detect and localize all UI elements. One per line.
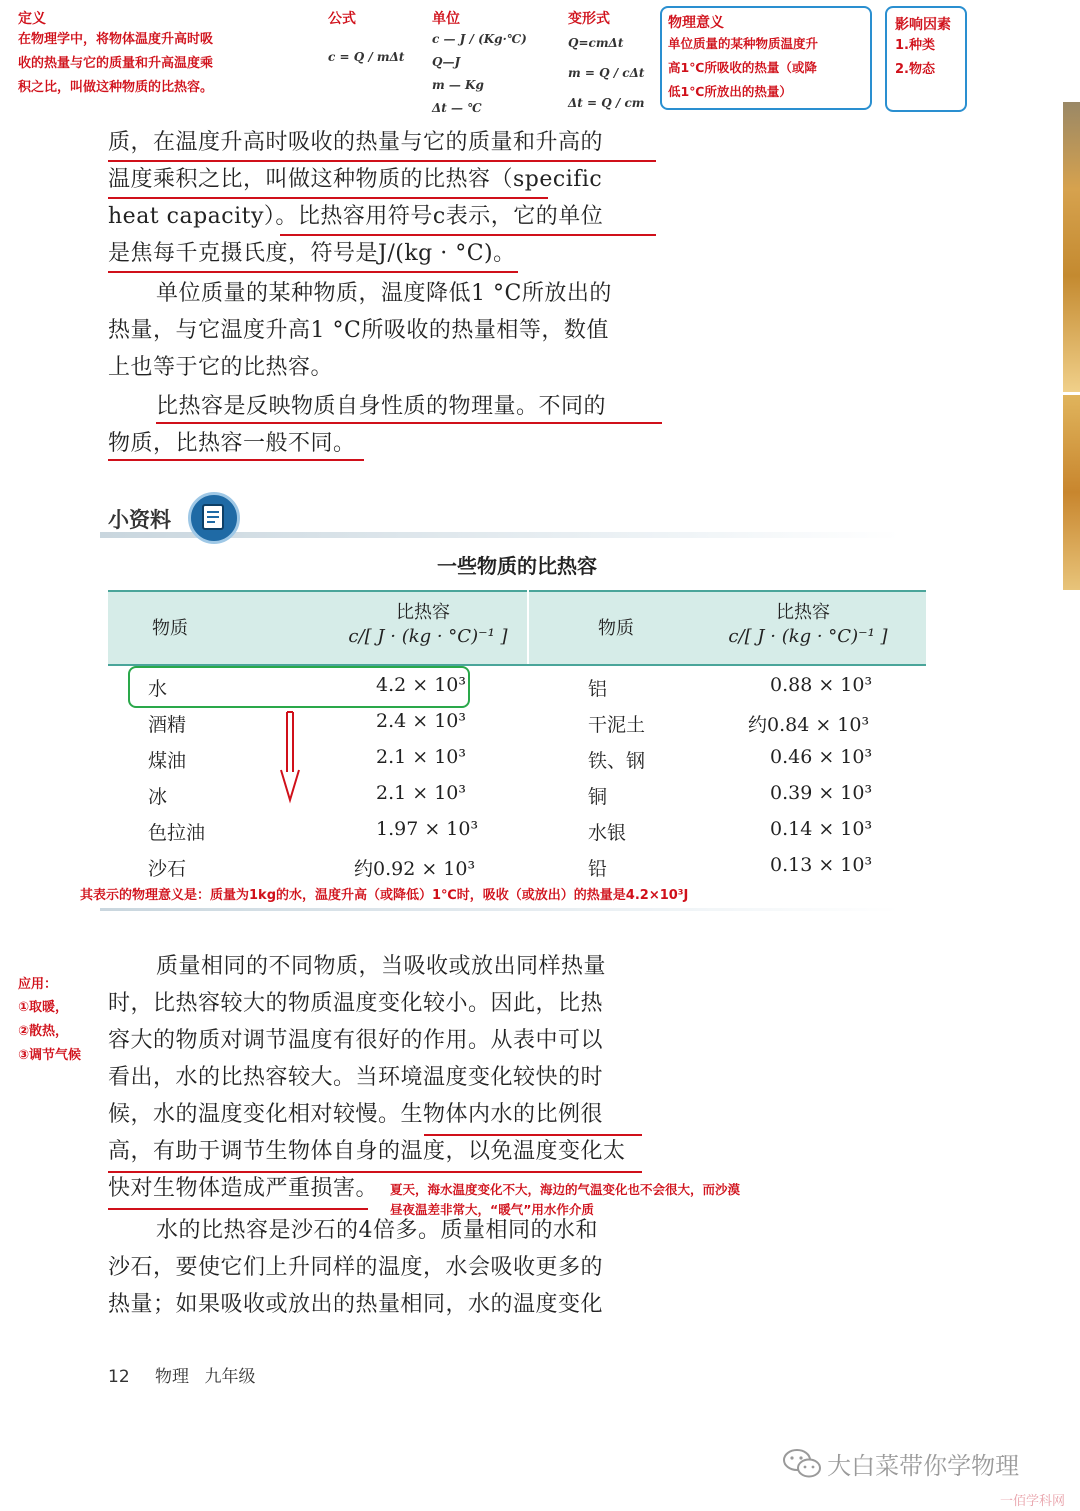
unit-line: Δt — ℃ [432, 101, 482, 115]
text-line: heat capacity）。比热容用符号c表示，它的单位 [108, 204, 604, 229]
header-substance-right: 物质 [598, 618, 634, 639]
side-photo-top [1063, 102, 1080, 392]
application-title: 应用： [18, 977, 58, 992]
formula-title: 公式 [328, 11, 356, 27]
site-watermark: 一佰学科网 [1000, 1494, 1066, 1509]
table-cell-substance: 干泥土 [588, 714, 646, 736]
text-line: 物质，比热容一般不同。 [108, 431, 356, 456]
table-cell-value: 0.88 × 10³ [770, 674, 873, 696]
meaning-line: 低1℃所放出的热量） [668, 84, 792, 99]
down-arrow-icon [278, 710, 302, 804]
underline [108, 160, 656, 162]
wechat-watermark [782, 1446, 1019, 1481]
text-line: 时，比热容较大的物质温度变化较小。因此，比热 [108, 991, 604, 1016]
header-value-right: 比热容 [776, 602, 830, 623]
application-line: ①取暖， [18, 1000, 69, 1015]
factors-line: 1.种类 [895, 38, 935, 53]
text-line: 单位质量的某种物质，温度降低1 °C所放出的 [156, 281, 612, 306]
header-value-left: 比热容 [396, 602, 450, 623]
side-photo-bottom [1063, 395, 1080, 590]
text-line: 高，有助于调节生物体自身的温度，以免温度变化太 [108, 1139, 626, 1164]
table-cell-value: 0.14 × 10³ [770, 818, 873, 840]
table-cell-substance: 铜 [588, 786, 608, 808]
text-line: 看出，水的比热容较大。当环境温度变化较快的时 [108, 1065, 604, 1090]
text-line: 水的比热容是沙石的4倍多。质量相同的水和 [156, 1218, 598, 1243]
definition-note [18, 8, 213, 100]
info-sidebar-label [100, 490, 900, 542]
table-cell-substance: 冰 [148, 786, 168, 808]
variant-line: Δt = Q / cm [568, 96, 645, 110]
table-cell-substance: 酒精 [148, 714, 187, 736]
formula-expr: c = Q / mΔt [328, 50, 405, 64]
water-highlight-box [128, 666, 470, 708]
paragraph-regulation [108, 948, 626, 1207]
page-footer [108, 1362, 255, 1387]
info-label-text: 小资料 [108, 508, 171, 532]
underline [108, 271, 518, 273]
specific-heat-table [108, 590, 926, 886]
table-cell-value: 约0.84 × 10³ [748, 714, 870, 736]
wechat-icon [782, 1447, 822, 1481]
unit-line: m — Kg [432, 78, 484, 92]
underline [108, 197, 548, 199]
paragraph-water-sand [108, 1212, 603, 1323]
subject-name: 物理 [155, 1367, 190, 1387]
table-title: 一些物质的比热容 [437, 554, 597, 578]
text-line: 质量相同的不同物质，当吸收或放出同样热量 [156, 954, 607, 979]
text-line: 上也等于它的比热容。 [108, 355, 334, 380]
variant-line: Q=cmΔt [568, 36, 624, 50]
table-note: 其表示的物理意义是：质量为1kg的水，温度升高（或降低）1℃时，吸收（或放出）的热量是4.2×10³J [80, 888, 689, 903]
unit-line: Q—J [432, 55, 461, 69]
text-line: 比热容是反映物质自身性质的物理量。不同的 [156, 394, 607, 419]
unit-title: 单位 [432, 11, 460, 27]
paragraph-property [108, 388, 606, 462]
factors-title: 影响因素 [895, 17, 951, 33]
factors-line: 2.物态 [895, 62, 935, 77]
text-line: 快对生物体造成严重损害。 [108, 1176, 379, 1201]
variant-line: m = Q / cΔt [568, 66, 645, 80]
desert-line: 夏天，海水温度变化不大，海边的气温变化也不会很大，而沙漠 [390, 1182, 741, 1197]
unit-line: c — J / (Kg·℃) [432, 32, 527, 46]
application-note [18, 974, 81, 1068]
table-cell-value: 约0.92 × 10³ [354, 858, 476, 880]
table-cell-substance: 铁、钢 [588, 750, 646, 772]
desert-line: 昼夜温差非常大，“暖气”用水作介质 [390, 1202, 594, 1217]
underline [424, 1134, 642, 1136]
text-line: 热量；如果吸收或放出的热量相同，水的温度变化 [108, 1292, 604, 1317]
table-cell-value: 2.1 × 10³ [376, 746, 467, 768]
table-cell-value: 0.39 × 10³ [770, 782, 873, 804]
text-line: 容大的物质对调节温度有很好的作用。从表中可以 [108, 1028, 604, 1053]
table-cell-substance: 煤油 [148, 750, 187, 772]
grade-name: 九年级 [204, 1367, 256, 1387]
header-unit-left: c/[ J · (kg · °C)⁻¹ ] [348, 626, 508, 647]
underline [108, 1171, 642, 1173]
text-line: 热量，与它温度升高1 °C所吸收的热量相等，数值 [108, 318, 609, 343]
text-line: 质，在温度升高时吸收的热量与它的质量和升高的 [108, 130, 604, 155]
underline [280, 234, 656, 236]
notebook-icon [188, 492, 240, 544]
table-cell-substance: 铅 [588, 858, 608, 880]
meaning-line: 高1℃所吸收的热量（或降 [668, 60, 817, 75]
variants-title: 变形式 [568, 11, 610, 27]
table-cell-value: 1.97 × 10³ [376, 818, 479, 840]
underline [156, 422, 662, 424]
definition-line: 收的热量与它的质量和升高温度乘 [18, 56, 214, 71]
definition-line: 积之比，叫做这种物质的比热容。 [18, 80, 214, 95]
formula-note [328, 8, 404, 64]
application-line: ③调节气候 [18, 1048, 82, 1063]
table-cell-value: 2.4 × 10³ [376, 710, 467, 732]
table-cell-substance: 水银 [588, 822, 627, 844]
meaning-title: 物理意义 [668, 15, 724, 31]
column-divider [527, 590, 529, 664]
table-cell-substance: 铝 [588, 678, 608, 700]
table-cell-value: 4.2 × 10³ [376, 674, 467, 696]
table-cell-substance: 沙石 [148, 858, 187, 880]
table-cell-value: 0.46 × 10³ [770, 746, 873, 768]
variants-note [568, 8, 644, 118]
watermark-account: 大白菜带你学物理 [827, 1452, 1020, 1480]
table-cell-value: 0.13 × 10³ [770, 854, 873, 876]
text-line: 是焦每千克摄氏度，符号是J/(kg · °C)。 [108, 241, 516, 266]
underline [108, 1208, 368, 1210]
underline [108, 459, 364, 461]
factors-box [885, 6, 967, 112]
section-divider [100, 908, 900, 911]
table-cell-substance: 水 [148, 678, 168, 700]
table-cell-value: 2.1 × 10³ [376, 782, 467, 804]
header-substance-left: 物质 [152, 618, 188, 639]
text-line: 候，水的温度变化相对较慢。生物体内水的比例很 [108, 1102, 604, 1127]
page-number: 12 [108, 1367, 130, 1387]
meaning-line: 单位质量的某种物质温度升 [668, 36, 819, 51]
meaning-box [660, 6, 872, 110]
application-line: ②散热， [18, 1024, 69, 1039]
text-line: 沙石，要使它们上升同样的温度，水会吸收更多的 [108, 1255, 604, 1280]
text-line: 温度乘积之比，叫做这种物质的比热容（specific [108, 167, 603, 192]
table-cell-substance: 色拉油 [148, 822, 206, 844]
paragraph-cooling [108, 275, 612, 386]
definition-title: 定义 [18, 11, 46, 27]
header-unit-right: c/[ J · (kg · °C)⁻¹ ] [728, 626, 888, 647]
definition-line: 在物理学中，将物体温度升高时吸 [18, 32, 214, 47]
unit-note [432, 8, 527, 120]
